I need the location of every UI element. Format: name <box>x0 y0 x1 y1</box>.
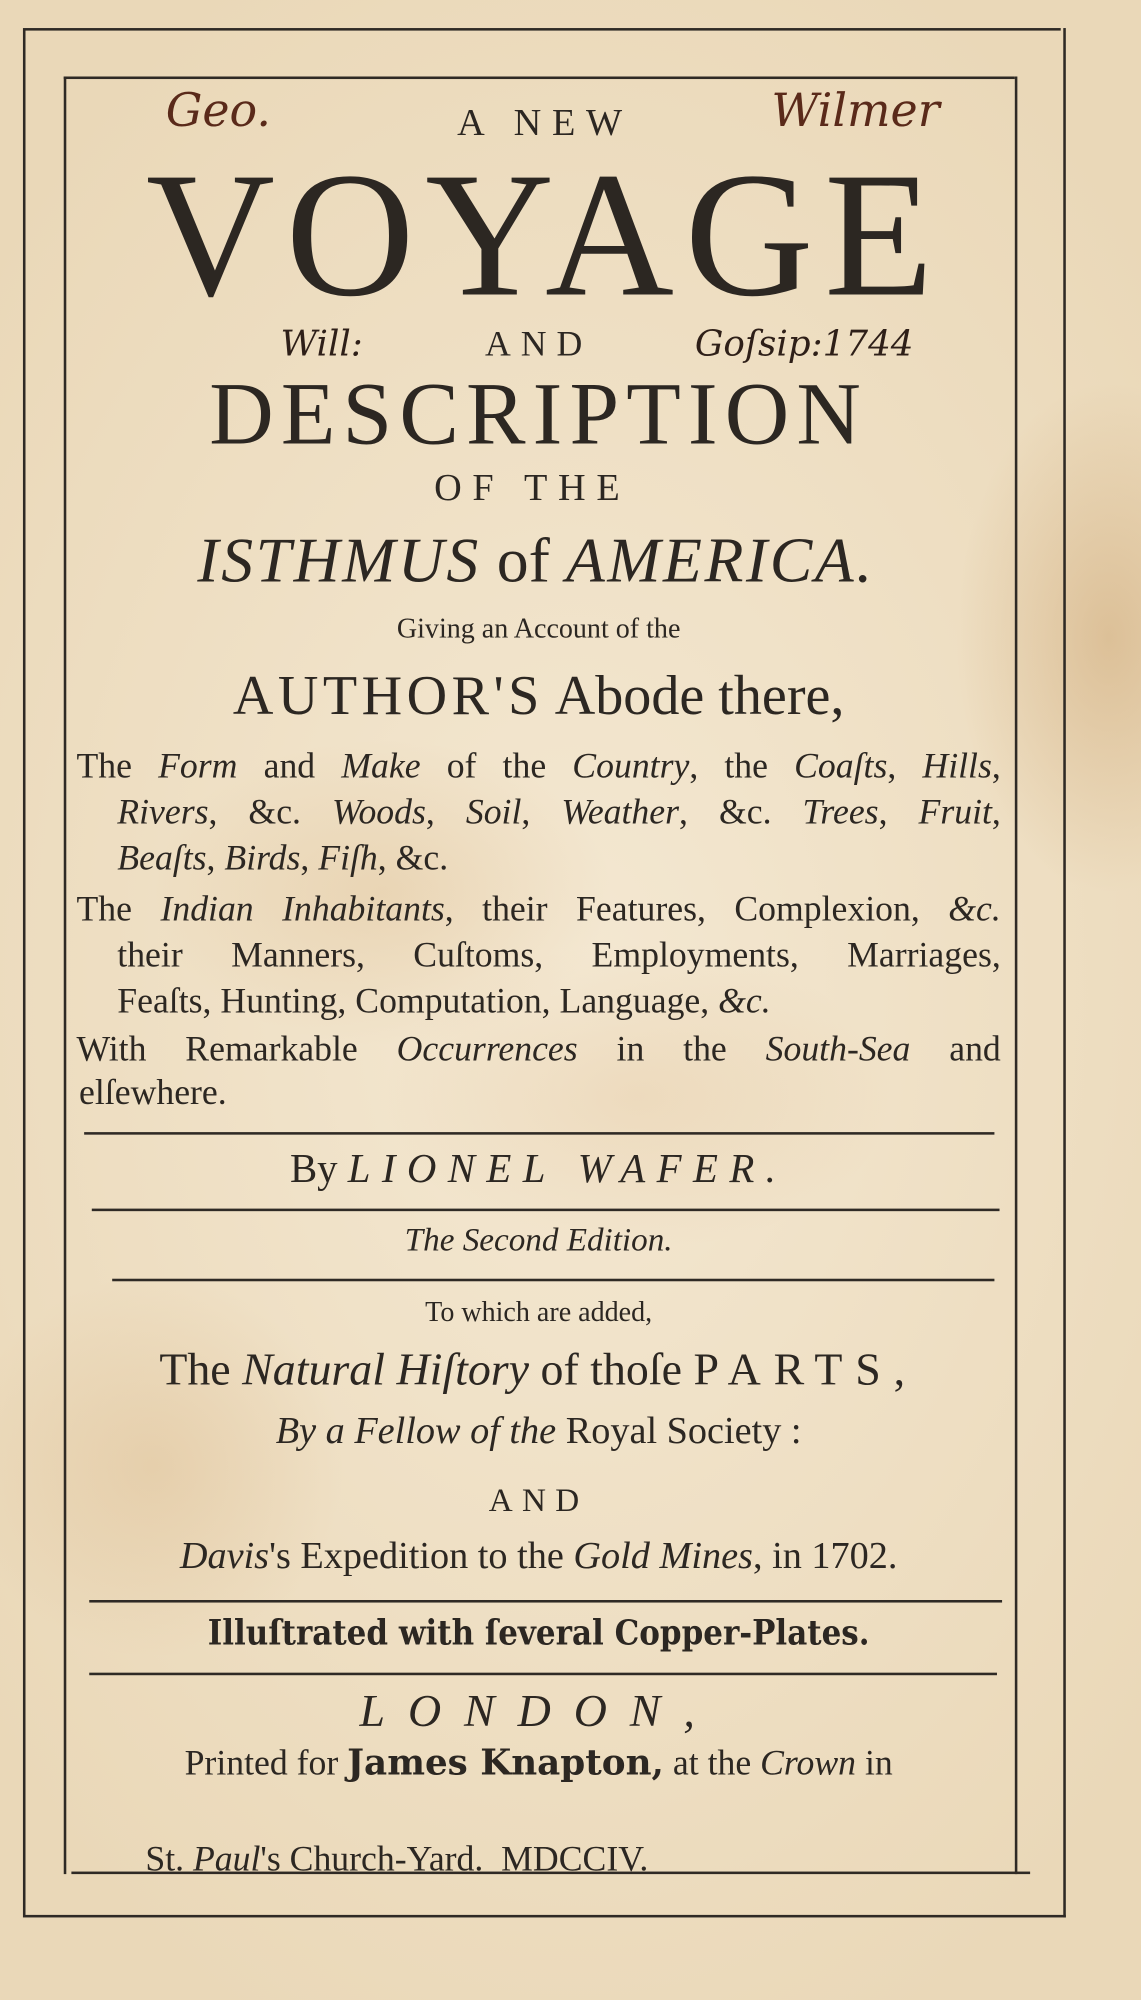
text: PARTS, <box>693 1343 918 1395</box>
text: Country <box>572 747 690 787</box>
text: South-Sea <box>765 1030 911 1070</box>
text: , &c. <box>679 792 803 833</box>
text: Make <box>341 747 421 787</box>
text: in the <box>577 1030 766 1070</box>
title-isthmus: ISTHMUS <box>197 523 481 596</box>
text: Soil <box>465 792 522 833</box>
text: Hills <box>922 747 992 787</box>
text: &c. <box>948 889 1001 930</box>
divider <box>112 1279 994 1282</box>
text: Woods <box>331 792 426 833</box>
inner-frame-top <box>64 76 1015 79</box>
printer-name: James Knapton, <box>347 1741 664 1784</box>
additions-line <box>76 1410 1000 1453</box>
contents-line <box>76 747 1000 788</box>
additions-line <box>76 1535 1000 1578</box>
outer-frame-left <box>23 28 26 1917</box>
text: Natural Hiſtory <box>242 1343 530 1395</box>
handwritten-note: Geo. <box>165 85 271 138</box>
text: By a Fellow of the <box>275 1410 557 1453</box>
text: at the <box>663 1744 761 1784</box>
inner-frame-right <box>1015 76 1018 1874</box>
title-america: AMERICA. <box>565 523 875 596</box>
text: Weather <box>561 792 680 833</box>
imprint-address <box>110 1795 1001 1925</box>
text: , &c. <box>377 838 449 879</box>
text: and <box>237 747 342 787</box>
author-name: LIONEL WAFER. <box>347 1144 788 1191</box>
divider <box>89 1600 1002 1603</box>
text: of thoſe <box>529 1343 694 1395</box>
text: With Remarkable <box>76 1030 397 1070</box>
text: Coaſts <box>794 747 888 787</box>
text: Fiſh <box>318 838 378 879</box>
divider <box>92 1209 1000 1212</box>
text: The <box>76 889 161 930</box>
text: Davis <box>179 1534 270 1578</box>
text: 's Expedition to the <box>269 1534 574 1578</box>
contents-line <box>117 839 1001 880</box>
contents-line <box>117 793 1001 834</box>
text: , <box>425 792 466 833</box>
additions-intro: To which are added, <box>425 1295 653 1328</box>
contents-line <box>76 1030 1000 1071</box>
text: Form <box>158 747 238 787</box>
title-isthmus-line <box>71 523 1000 597</box>
text: The <box>159 1343 243 1395</box>
subtitle-giving: Giving an Account of the <box>396 611 681 644</box>
text: , their Features, Complexion, <box>444 889 949 930</box>
contents-line: their Manners, Cuſtoms, Employments, Marriages, <box>117 935 1001 976</box>
text: Fruit <box>918 792 992 833</box>
text: , in 1702. <box>752 1534 898 1578</box>
text: Paul <box>192 1839 261 1880</box>
text: , <box>521 792 562 833</box>
text: Beaſts <box>117 838 207 879</box>
text: Crown <box>760 1744 857 1784</box>
title-of-the: OF THE <box>434 466 631 509</box>
subtitle-authors: AUTHOR'S <box>232 664 544 727</box>
text: , &c. <box>208 792 332 833</box>
title-of: of <box>496 523 550 596</box>
divider <box>89 1673 997 1676</box>
divider <box>84 1132 994 1135</box>
text: and <box>910 1030 1001 1070</box>
edition: The Second Edition. <box>404 1221 673 1259</box>
text: Occurrences <box>396 1030 578 1070</box>
text: of the <box>420 747 573 787</box>
subtitle-abode: Abode there, <box>554 664 845 727</box>
text: Gold Mines <box>573 1534 753 1578</box>
author-by: By <box>289 1144 338 1191</box>
text: , the <box>689 747 795 787</box>
text: Royal Society : <box>556 1410 802 1453</box>
text: Printed for <box>184 1744 348 1784</box>
author-line <box>76 1145 1000 1192</box>
contents-line: elſewhere. <box>79 1073 227 1113</box>
text: 's Church-Yard. MDCCIV. <box>260 1839 649 1880</box>
text: , <box>300 838 319 879</box>
outer-frame-right <box>1063 28 1066 1917</box>
contents-line <box>76 890 1000 931</box>
text: in <box>856 1744 893 1784</box>
subtitle-authors-abode <box>76 663 1000 728</box>
text: Rivers <box>117 792 209 833</box>
text: , <box>206 838 225 879</box>
text: The <box>76 747 159 787</box>
contents-line <box>117 982 1001 1023</box>
text: , <box>878 792 919 833</box>
text: , <box>991 747 1001 787</box>
imprint-printed <box>76 1742 1000 1787</box>
handwritten-signature: Wilmer <box>771 85 940 138</box>
title-a-new: A NEW <box>457 101 633 145</box>
title-description: DESCRIPTION <box>209 365 868 465</box>
handwritten-note: Goſsip:1744 <box>694 322 914 365</box>
text: Trees <box>802 792 879 833</box>
text: Feaſts, Hunting, Computation, Language, <box>117 981 719 1022</box>
text: Birds <box>224 838 301 879</box>
text: &c. <box>718 981 771 1022</box>
text: St. <box>145 1839 193 1880</box>
text: , <box>887 747 923 787</box>
additions-and: AND <box>488 1481 589 1519</box>
illustrated-line: Illuſtrated with ſeveral Copper-Plates. <box>207 1614 870 1654</box>
text: Indian Inhabitants <box>160 889 445 930</box>
handwritten-note: Will: <box>280 322 363 365</box>
imprint-city: LONDON, <box>359 1685 718 1737</box>
additions-line <box>76 1344 1000 1395</box>
title-and: AND <box>484 325 593 365</box>
inner-frame-left <box>64 76 67 1874</box>
outer-frame-top <box>25 28 1060 31</box>
text: , <box>991 792 1001 833</box>
title-voyage: VOYAGE <box>146 136 945 335</box>
